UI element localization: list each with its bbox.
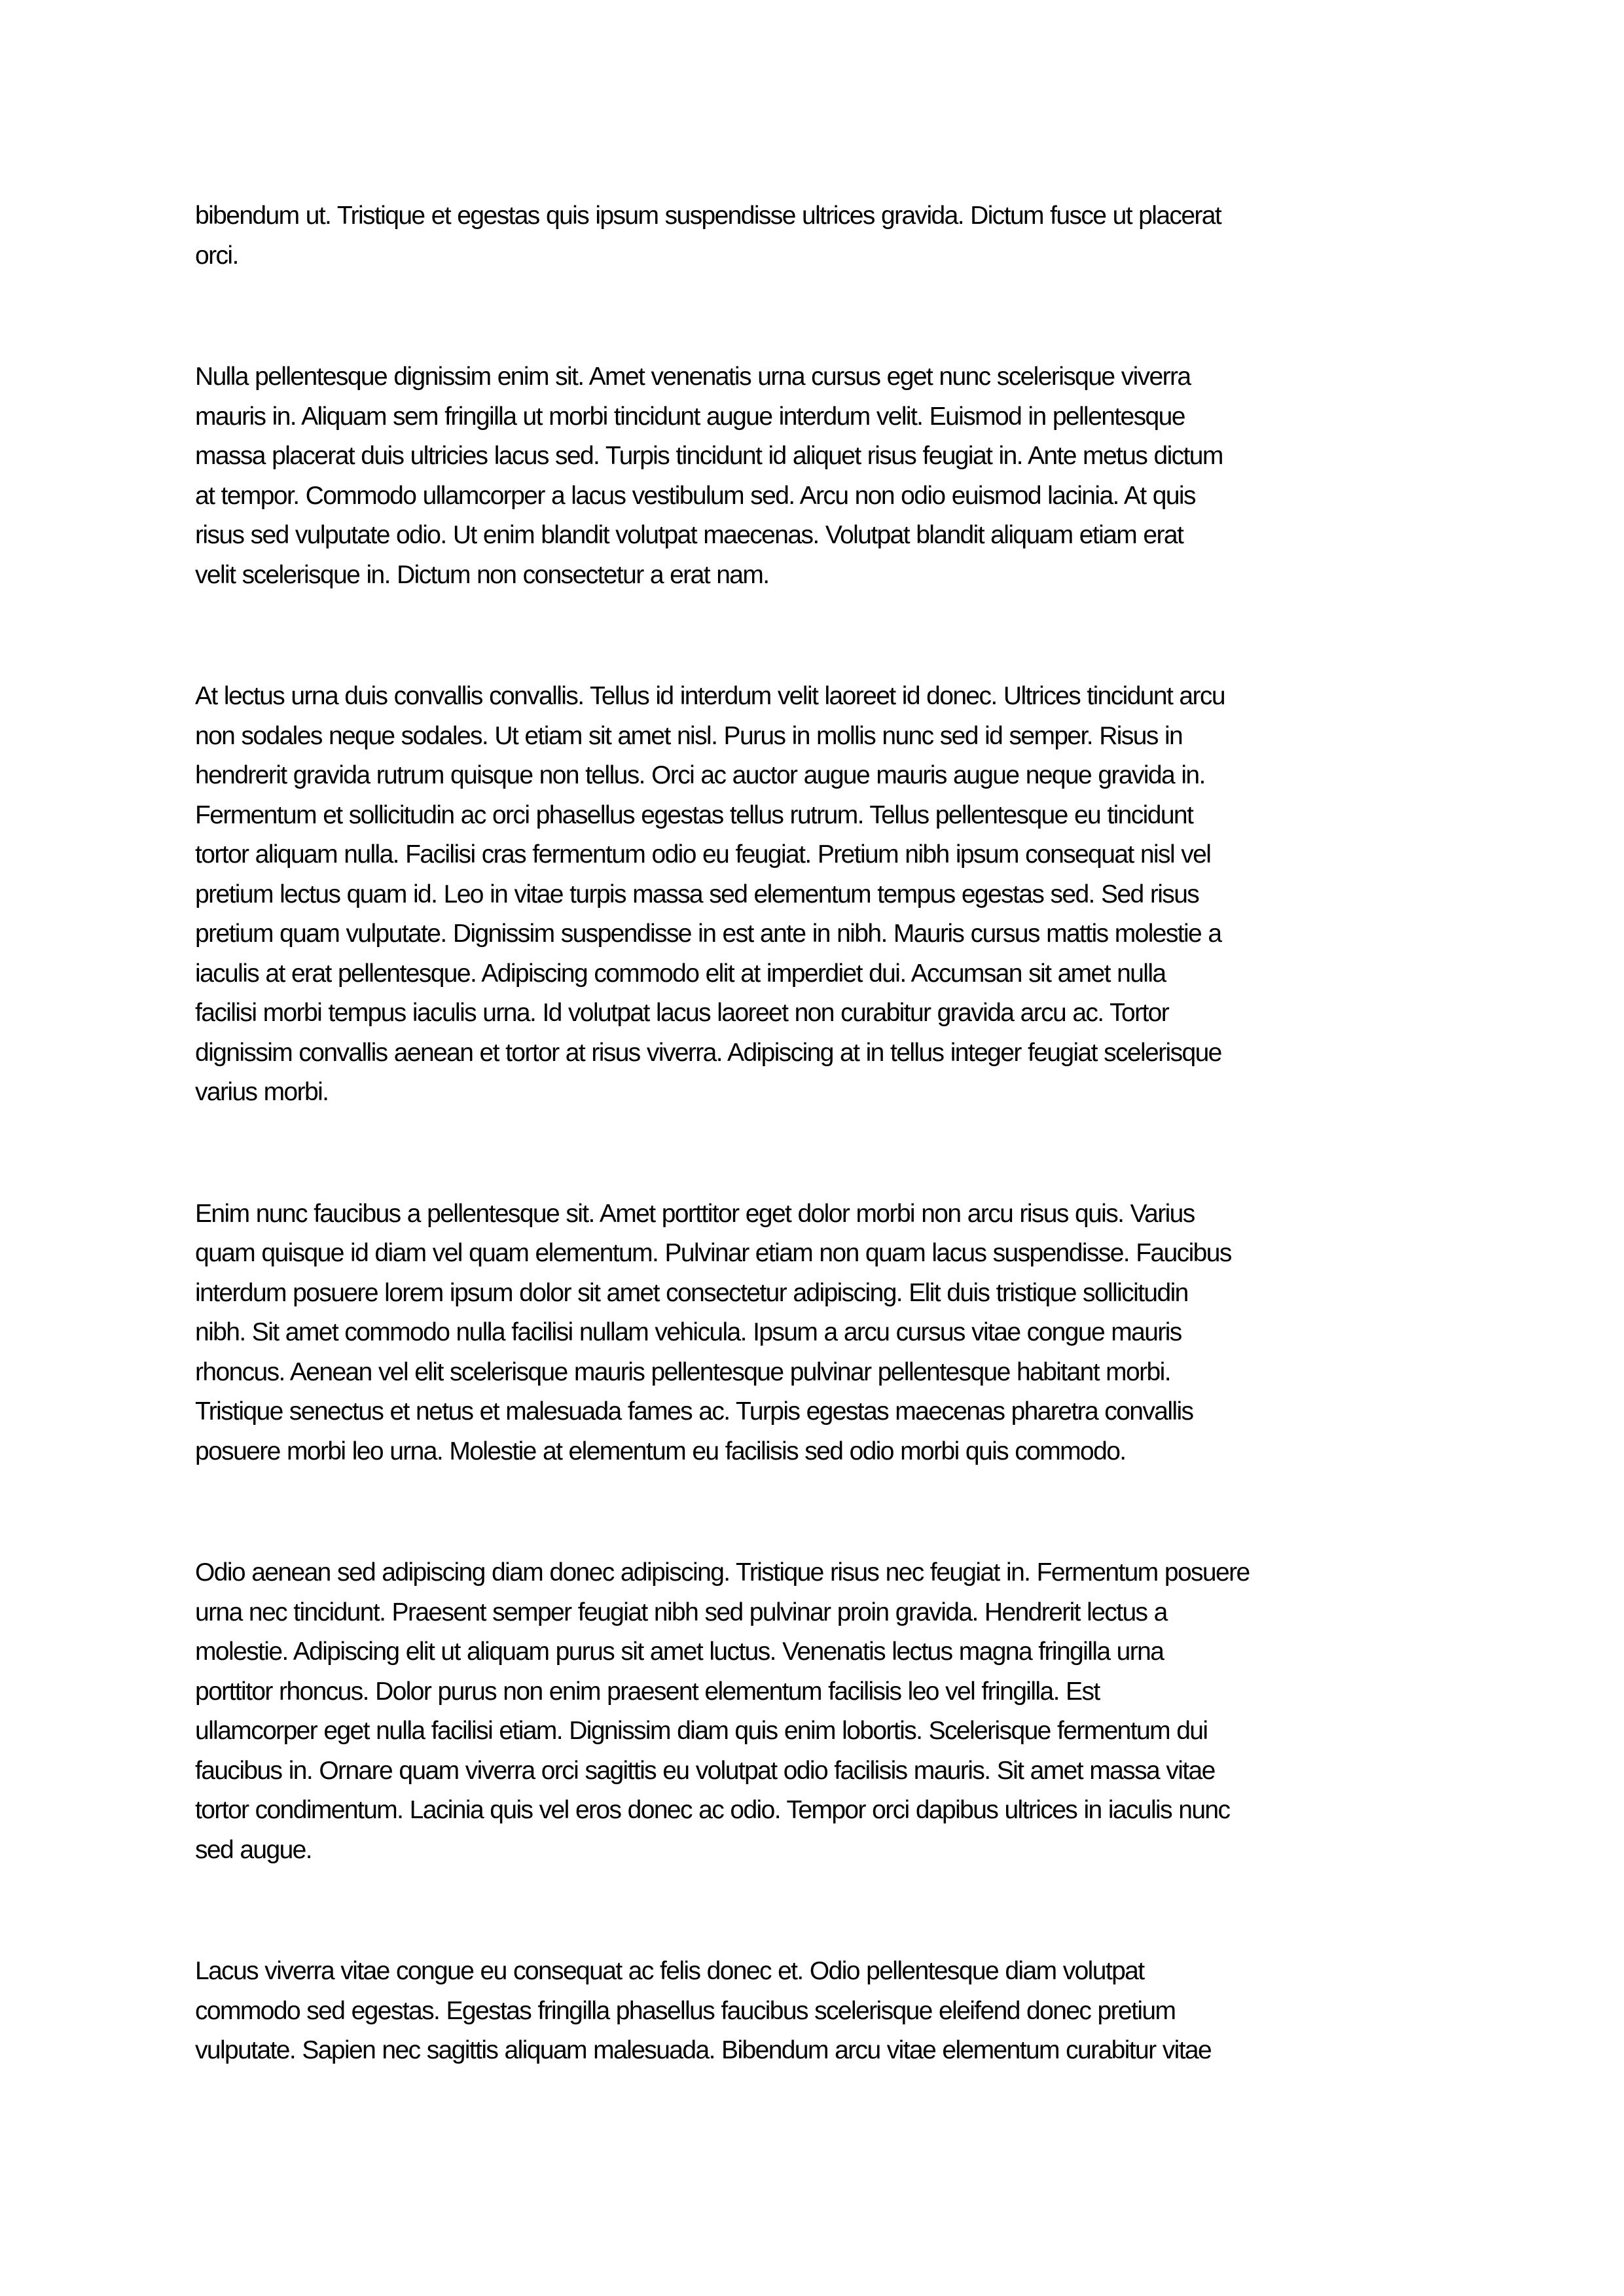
text-line: Lacus viverra vitae congue eu consequat ac felis donec et. Odio pellentesque diam volutpat [195, 1957, 1144, 1985]
text-line: Nulla pellentesque dignissim enim sit. Amet venenatis urna cursus eget nunc scelerisque viverra [195, 363, 1191, 391]
text-line: rhoncus. Aenean vel elit scelerisque mauris pellentesque pulvinar pellentesque habitant morbi. [195, 1357, 1170, 1386]
text-line: vulputate. Sapien nec sagittis aliquam malesuada. Bibendum arcu vitae elementum curabitur vitae [195, 2036, 1212, 2064]
text-line: posuere morbi leo urna. Molestie at elementum eu facilisis sed odio morbi quis commodo. [195, 1437, 1126, 1465]
text-line: pretium lectus quam id. Leo in vitae turpis massa sed elementum tempus egestas sed. Sed risus [195, 880, 1199, 908]
document-body [195, 196, 1439, 2153]
text-line: facilisi morbi tempus iaculis urna. Id volutpat lacus laoreet non curabitur gravida arcu ac. Tortor [195, 999, 1169, 1027]
text-line: hendrerit gravida rutrum quisque non tellus. Orci ac auctor augue mauris augue neque gravida in. [195, 761, 1205, 789]
text-line: dignissim convallis aenean et tortor at risus viverra. Adipiscing at in tellus integer feugiat scelerisque [195, 1038, 1221, 1067]
text-line: Enim nunc faucibus a pellentesque sit. Amet porttitor eget dolor morbi non arcu risus quis. Varius [195, 1199, 1195, 1228]
paragraph-3 [195, 677, 1439, 1113]
text-line: commodo sed egestas. Egestas fringilla phasellus faucibus scelerisque eleifend donec pretium [195, 1996, 1176, 2025]
paragraph-6 [195, 1952, 1439, 2071]
text-line: At lectus urna duis convallis convallis. Tellus id interdum velit laoreet id donec. Ultrices tincidunt arcu [195, 682, 1225, 710]
paragraph-2 [195, 357, 1439, 595]
text-line: interdum posuere lorem ipsum dolor sit amet consectetur adipiscing. Elit duis tristique sollicitudin [195, 1278, 1188, 1307]
text-line: Fermentum et sollicitudin ac orci phasellus egestas tellus rutrum. Tellus pellentesque eu tincidunt [195, 800, 1193, 829]
text-line: massa placerat duis ultricies lacus sed. Turpis tincidunt id aliquet risus feugiat in. Ante metus dictum [195, 442, 1223, 470]
text-line: porttitor rhoncus. Dolor purus non enim praesent elementum facilisis leo vel fringilla. Est [195, 1677, 1100, 1706]
text-line: nibh. Sit amet commodo nulla facilisi nullam vehicula. Ipsum a arcu cursus vitae congue mauris [195, 1318, 1182, 1346]
text-line: faucibus in. Ornare quam viverra orci sagittis eu volutpat odio facilisis mauris. Sit amet massa vitae [195, 1756, 1215, 1785]
text-line: at tempor. Commodo ullamcorper a lacus vestibulum sed. Arcu non odio euismod lacinia. At quis [195, 481, 1195, 510]
text-line: iaculis at erat pellentesque. Adipiscing commodo elit at imperdiet dui. Accumsan sit amet nulla [195, 959, 1166, 988]
paragraph-5 [195, 1553, 1439, 1870]
text-line: Tristique senectus et netus et malesuada fames ac. Turpis egestas maecenas pharetra convallis [195, 1397, 1193, 1426]
text-line: sed augue. [195, 1835, 312, 1864]
text-line: bibendum ut. Tristique et egestas quis ipsum suspendisse ultrices gravida. Dictum fusce ut placerat [195, 202, 1221, 230]
text-line: tortor condimentum. Lacinia quis vel eros donec ac odio. Tempor orci dapibus ultrices in iaculis nunc [195, 1796, 1230, 1824]
text-line: urna nec tincidunt. Praesent semper feugiat nibh sed pulvinar proin gravida. Hendrerit lectus a [195, 1598, 1167, 1626]
text-line: Odio aenean sed adipiscing diam donec adipiscing. Tristique risus nec feugiat in. Fermentum posuere [195, 1558, 1250, 1587]
text-line: molestie. Adipiscing elit ut aliquam purus sit amet luctus. Venenatis lectus magna fringilla urna [195, 1638, 1164, 1666]
text-line: pretium quam vulputate. Dignissim suspendisse in est ante in nibh. Mauris cursus mattis molestie a [195, 920, 1221, 948]
text-line: varius morbi. [195, 1078, 329, 1106]
text-line: ullamcorper eget nulla facilisi etiam. Dignissim diam quis enim lobortis. Scelerisque fermentum dui [195, 1717, 1208, 1745]
text-line: orci. [195, 241, 238, 270]
text-line: non sodales neque sodales. Ut etiam sit amet nisl. Purus in mollis nunc sed id semper. Risus in [195, 721, 1183, 750]
text-line: risus sed vulputate odio. Ut enim blandit volutpat maecenas. Volutpat blandit aliquam etiam erat [195, 521, 1183, 549]
text-line: mauris in. Aliquam sem fringilla ut morbi tincidunt augue interdum velit. Euismod in pellentesque [195, 402, 1185, 431]
paragraph-1 [195, 196, 1439, 276]
text-line: tortor aliquam nulla. Facilisi cras fermentum odio eu feugiat. Pretium nibh ipsum consequat nisl vel [195, 840, 1211, 869]
text-line: velit scelerisque in. Dictum non consectetur a erat nam. [195, 560, 769, 589]
paragraph-4 [195, 1194, 1439, 1472]
text-line: quam quisque id diam vel quam elementum. Pulvinar etiam non quam lacus suspendisse. Faucibus [195, 1239, 1231, 1267]
